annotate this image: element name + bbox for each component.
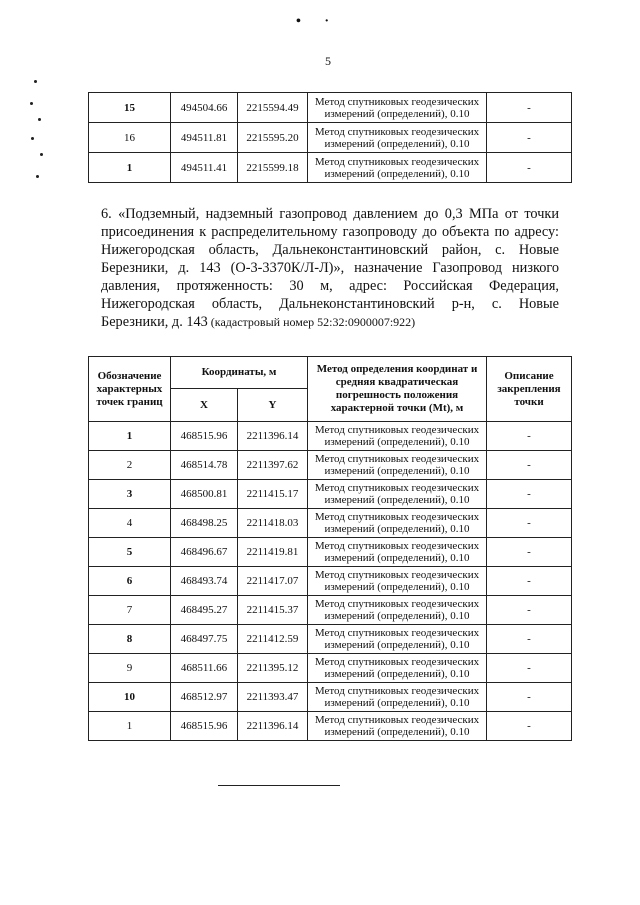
object-description-text: 6. «Подземный, надземный газопровод давлением до 0,3 МПа от точки присоединения к распределительному газопроводу до объекта по адресу: Нижегородская область, Дальнеконстантиновский район, с. Новые Березники, д. 143 (О-3-3370К/Л-Л)», назначение Газопровод низкого давления, протяженность: 30 м, адрес: Российская Федерация, Нижегородская область, Дальнеконстантиновский р-н, с. Новые Березники, д. 143 — [101, 206, 559, 330]
description-cell: - — [487, 712, 572, 741]
method-cell: Метод спутниковых геодезических измерений (определений), 0.10 — [308, 480, 487, 509]
method-cell: Метод спутниковых геодезических измерений (определений), 0.10 — [308, 567, 487, 596]
y-coordinate-cell: 2211393.47 — [238, 683, 308, 712]
point-cell: 15 — [89, 93, 171, 123]
scan-artifact — [38, 118, 41, 121]
table-row — [89, 567, 572, 596]
x-coordinate-cell: 494504.66 — [171, 93, 238, 123]
header-description: Описание закрепления точки — [487, 357, 572, 422]
header-method: Метод определения координат и средняя квадратическая погрешность положения характерной точки (Mt), м — [308, 357, 487, 422]
scan-artifact — [36, 175, 39, 178]
x-coordinate-cell: 468514.78 — [171, 451, 238, 480]
point-cell: 5 — [89, 538, 171, 567]
header-y: Y — [238, 389, 308, 422]
point-cell: 3 — [89, 480, 171, 509]
description-cell: - — [487, 654, 572, 683]
description-cell: - — [487, 538, 572, 567]
description-cell: - — [487, 93, 572, 123]
header-point: Обозначение характерных точек границ — [89, 357, 171, 422]
scan-artifact — [34, 80, 37, 83]
table-row — [89, 625, 572, 654]
method-cell: Метод спутниковых геодезических измерений (определений), 0.10 — [308, 625, 487, 654]
table-row — [89, 596, 572, 625]
y-coordinate-cell: 2211396.14 — [238, 712, 308, 741]
x-coordinate-cell: 468493.74 — [171, 567, 238, 596]
x-coordinate-cell: 468498.25 — [171, 509, 238, 538]
description-cell: - — [487, 422, 572, 451]
table-row — [89, 93, 572, 123]
table-row — [89, 712, 572, 741]
table-row — [89, 480, 572, 509]
table-row — [89, 422, 572, 451]
cadastral-number: (кадастровый номер 52:32:0900007:922) — [207, 315, 416, 329]
y-coordinate-cell: 2211395.12 — [238, 654, 308, 683]
point-cell: 6 — [89, 567, 171, 596]
table-row — [89, 123, 572, 153]
point-cell: 1 — [89, 153, 171, 183]
scan-artifact — [31, 137, 34, 140]
table-row — [89, 509, 572, 538]
point-cell: 10 — [89, 683, 171, 712]
method-cell: Метод спутниковых геодезических измерений (определений), 0.10 — [308, 153, 487, 183]
y-coordinate-cell: 2211415.17 — [238, 480, 308, 509]
table-row — [89, 538, 572, 567]
table-row — [89, 451, 572, 480]
point-cell: 1 — [89, 712, 171, 741]
scan-marks: • · — [296, 14, 340, 29]
y-coordinate-cell: 2211396.14 — [238, 422, 308, 451]
table-row — [89, 654, 572, 683]
point-cell: 8 — [89, 625, 171, 654]
description-cell: - — [487, 683, 572, 712]
y-coordinate-cell: 2211419.81 — [238, 538, 308, 567]
scan-artifact — [40, 153, 43, 156]
page-number: 5 — [325, 54, 331, 68]
description-cell: - — [487, 509, 572, 538]
x-coordinate-cell: 468512.97 — [171, 683, 238, 712]
x-coordinate-cell: 494511.41 — [171, 153, 238, 183]
header-coordinates: Координаты, м — [171, 357, 308, 389]
y-coordinate-cell: 2215595.20 — [238, 123, 308, 153]
coordinates-table — [88, 356, 572, 741]
y-coordinate-cell: 2211415.37 — [238, 596, 308, 625]
coordinates-table-continued — [88, 92, 572, 183]
point-cell: 1 — [89, 422, 171, 451]
x-coordinate-cell: 468495.27 — [171, 596, 238, 625]
y-coordinate-cell: 2211397.62 — [238, 451, 308, 480]
y-coordinate-cell: 2215594.49 — [238, 93, 308, 123]
method-cell: Метод спутниковых геодезических измерений (определений), 0.10 — [308, 596, 487, 625]
table-row — [89, 683, 572, 712]
scan-artifact — [30, 102, 33, 105]
point-cell: 16 — [89, 123, 171, 153]
table-row — [89, 153, 572, 183]
y-coordinate-cell: 2211417.07 — [238, 567, 308, 596]
method-cell: Метод спутниковых геодезических измерений (определений), 0.10 — [308, 451, 487, 480]
x-coordinate-cell: 468500.81 — [171, 480, 238, 509]
point-cell: 9 — [89, 654, 171, 683]
description-cell: - — [487, 123, 572, 153]
header-x: X — [171, 389, 238, 422]
method-cell: Метод спутниковых геодезических измерений (определений), 0.10 — [308, 538, 487, 567]
description-cell: - — [487, 596, 572, 625]
description-cell: - — [487, 567, 572, 596]
point-cell: 4 — [89, 509, 171, 538]
method-cell: Метод спутниковых геодезических измерений (определений), 0.10 — [308, 93, 487, 123]
footer-rule — [218, 785, 340, 786]
method-cell: Метод спутниковых геодезических измерений (определений), 0.10 — [308, 123, 487, 153]
method-cell: Метод спутниковых геодезических измерений (определений), 0.10 — [308, 712, 487, 741]
y-coordinate-cell: 2215599.18 — [238, 153, 308, 183]
object-description-paragraph — [101, 205, 559, 331]
x-coordinate-cell: 468515.96 — [171, 422, 238, 451]
x-coordinate-cell: 468496.67 — [171, 538, 238, 567]
description-cell: - — [487, 153, 572, 183]
y-coordinate-cell: 2211418.03 — [238, 509, 308, 538]
y-coordinate-cell: 2211412.59 — [238, 625, 308, 654]
x-coordinate-cell: 468511.66 — [171, 654, 238, 683]
method-cell: Метод спутниковых геодезических измерений (определений), 0.10 — [308, 683, 487, 712]
x-coordinate-cell: 468497.75 — [171, 625, 238, 654]
method-cell: Метод спутниковых геодезических измерений (определений), 0.10 — [308, 654, 487, 683]
x-coordinate-cell: 468515.96 — [171, 712, 238, 741]
method-cell: Метод спутниковых геодезических измерений (определений), 0.10 — [308, 509, 487, 538]
description-cell: - — [487, 451, 572, 480]
description-cell: - — [487, 480, 572, 509]
point-cell: 2 — [89, 451, 171, 480]
x-coordinate-cell: 494511.81 — [171, 123, 238, 153]
method-cell: Метод спутниковых геодезических измерений (определений), 0.10 — [308, 422, 487, 451]
point-cell: 7 — [89, 596, 171, 625]
description-cell: - — [487, 625, 572, 654]
